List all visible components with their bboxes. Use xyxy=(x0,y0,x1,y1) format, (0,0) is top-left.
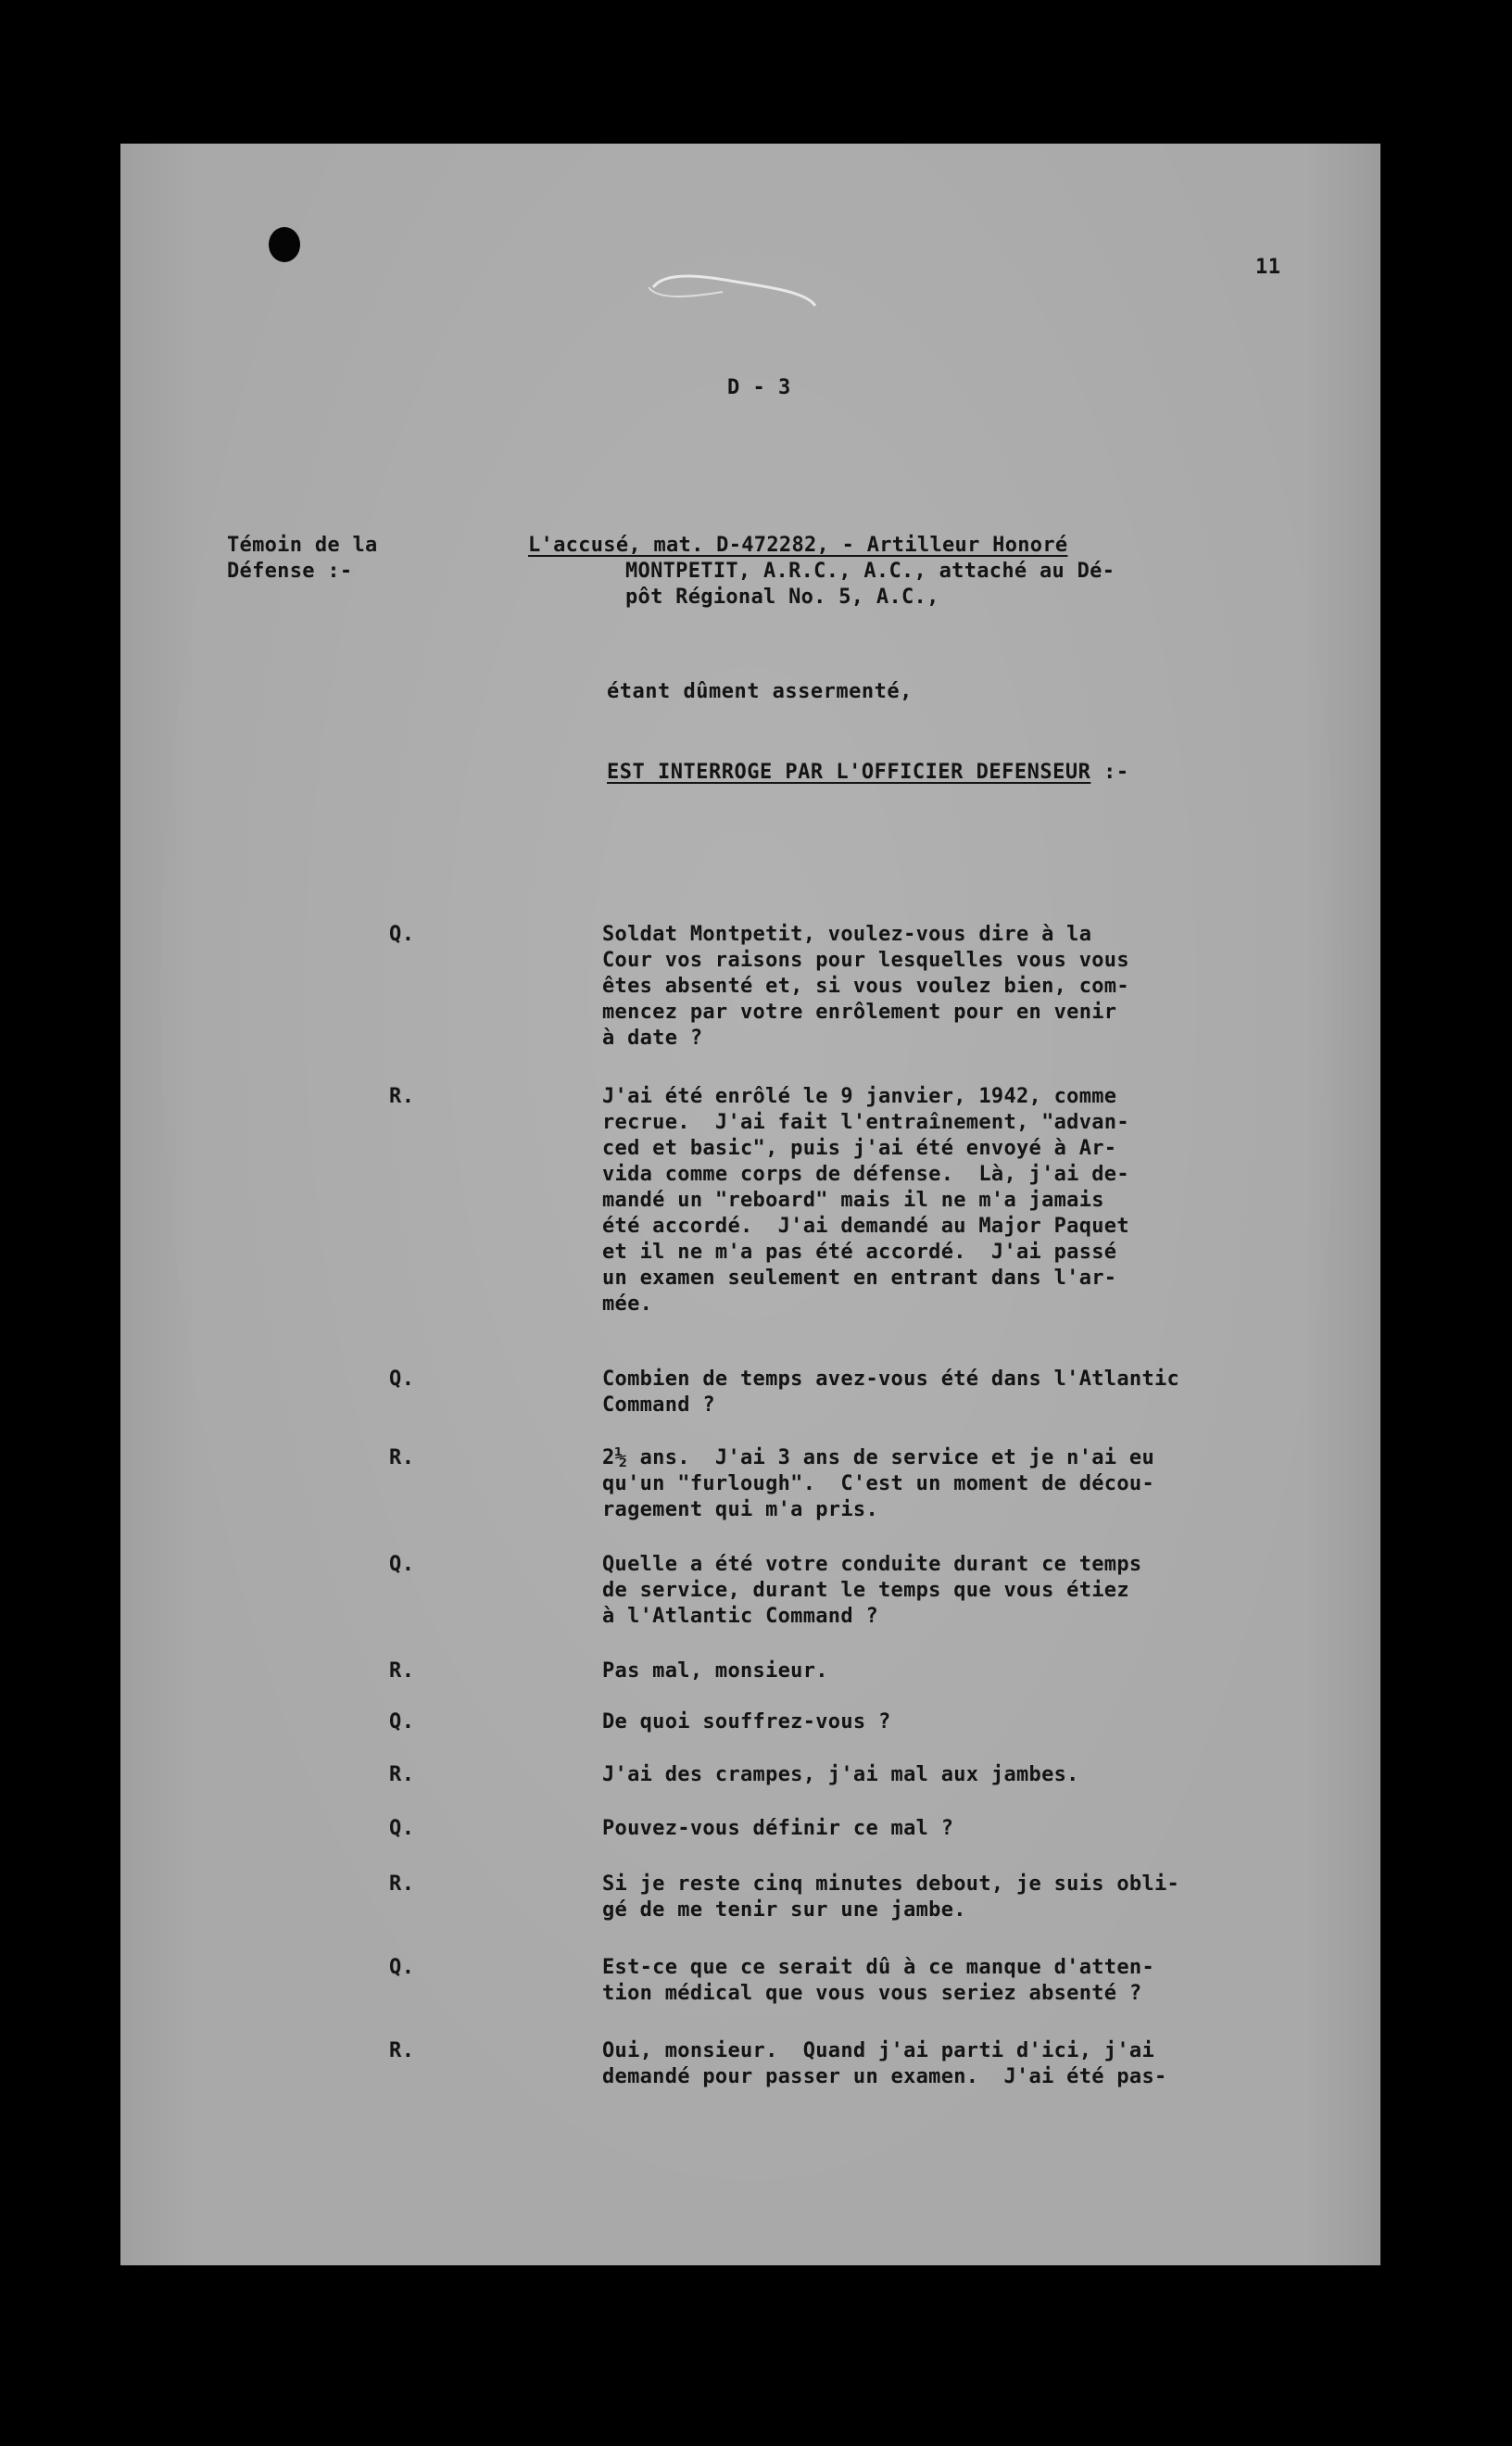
transcript-line: Command ? xyxy=(602,1393,715,1417)
margin-label-line: Témoin de la xyxy=(227,534,378,557)
transcript-line: Pas mal, monsieur. xyxy=(602,1659,828,1683)
question-text xyxy=(602,1367,1179,1418)
witness-line-3: pôt Régional No. 5, A.C., xyxy=(625,586,939,609)
section-code: D - 3 xyxy=(727,376,791,399)
transcript-line: qu'un "furlough". C'est un moment de décou- xyxy=(602,1472,1154,1495)
page-number: 11 xyxy=(1255,256,1281,279)
question-text xyxy=(602,1709,891,1735)
transcript-line: mandé un "reboard" mais il ne m'a jamais xyxy=(602,1189,1104,1212)
answer-text xyxy=(602,1084,1129,1318)
transcript-line: ced et basic", puis j'ai été envoyé à Ar- xyxy=(602,1137,1117,1160)
transcript-line: Pouvez-vous définir ce mal ? xyxy=(602,1817,954,1840)
transcript-line: 2½ ans. J'ai 3 ans de service et je n'ai eu xyxy=(602,1446,1154,1469)
document-page xyxy=(120,144,1380,2265)
witness-header xyxy=(528,533,1115,611)
film-border xyxy=(0,2265,1512,2446)
transcript-line: êtes absenté et, si vous voulez bien, com- xyxy=(602,975,1129,998)
transcript-line: Combien de temps avez-vous été dans l'Atlantic xyxy=(602,1368,1180,1391)
answer-text xyxy=(602,1872,1179,1923)
transcript-line: à date ? xyxy=(602,1027,703,1050)
transcript-line: Est-ce que ce serait dû à ce manque d'atten- xyxy=(602,1956,1154,1979)
question-marker: Q. xyxy=(389,1817,415,1840)
transcript-line: un examen seulement en entrant dans l'ar- xyxy=(602,1267,1117,1290)
question-marker: Q. xyxy=(389,1368,415,1391)
transcript-line: mencez par votre enrôlement pour en venir xyxy=(602,1001,1117,1024)
transcript-line: demandé pour passer un examen. J'ai été pas- xyxy=(602,2065,1167,2088)
answer-marker: R. xyxy=(389,1085,415,1108)
transcript-line: Cour vos raisons pour lesquelles vous vous xyxy=(602,949,1129,972)
margin-label-line: Défense :- xyxy=(227,560,353,583)
examination-heading-text: EST INTERROGE PAR L'OFFICIER DEFENSEUR xyxy=(607,761,1091,784)
transcript-line: recrue. J'ai fait l'entraînement, "advan- xyxy=(602,1111,1129,1134)
transcript-line: Si je reste cinq minutes debout, je suis obli- xyxy=(602,1872,1180,1896)
transcript-line: J'ai été enrôlé le 9 janvier, 1942, comme xyxy=(602,1085,1117,1108)
answer-marker: R. xyxy=(389,1659,415,1683)
transcript-line: De quoi souffrez-vous ? xyxy=(602,1710,891,1734)
transcript-line: à l'Atlantic Command ? xyxy=(602,1605,878,1628)
answer-text xyxy=(602,1658,828,1684)
question-marker: Q. xyxy=(389,1710,415,1734)
answer-text xyxy=(602,1445,1154,1523)
punch-hole-mark xyxy=(269,227,300,262)
transcript-line: gé de me tenir sur une jambe. xyxy=(602,1898,966,1922)
answer-marker: R. xyxy=(389,1446,415,1469)
answer-marker: R. xyxy=(389,1763,415,1786)
examination-heading-suffix: :- xyxy=(1103,761,1129,784)
examination-heading xyxy=(607,760,1129,786)
transcript-line: Soldat Montpetit, voulez-vous dire à la xyxy=(602,923,1092,946)
witness-line-2: MONTPETIT, A.R.C., A.C., attaché au Dé- xyxy=(625,560,1115,583)
transcript-line: Oui, monsieur. Quand j'ai parti d'ici, j'ai xyxy=(602,2039,1154,2062)
transcript-line: Quelle a été votre conduite durant ce temps xyxy=(602,1553,1142,1576)
transcript-line: et il ne m'a pas été accordé. J'ai passé xyxy=(602,1241,1117,1264)
question-text xyxy=(602,922,1129,1052)
transcript-line: tion médical que vous vous seriez absenté ? xyxy=(602,1982,1142,2005)
sworn-statement: étant dûment assermenté, xyxy=(607,680,913,703)
question-marker: Q. xyxy=(389,923,415,946)
witness-line-1: L'accusé, mat. D-472282, - Artilleur Honoré xyxy=(528,534,1068,557)
answer-text xyxy=(602,2038,1167,2090)
paper-scratch-mark xyxy=(528,264,825,320)
question-text xyxy=(602,1955,1154,2007)
question-text xyxy=(602,1816,953,1842)
transcript-line: de service, durant le temps que vous étiez xyxy=(602,1579,1129,1602)
transcript-line: ragement qui m'a pris. xyxy=(602,1498,878,1521)
transcript-line: vida comme corps de défense. Là, j'ai de- xyxy=(602,1163,1129,1186)
transcript-line: été accordé. J'ai demandé au Major Paquet xyxy=(602,1215,1129,1238)
answer-text xyxy=(602,1762,1079,1788)
transcript-line: J'ai des crampes, j'ai mal aux jambes. xyxy=(602,1763,1079,1786)
question-marker: Q. xyxy=(389,1553,415,1576)
answer-marker: R. xyxy=(389,2039,415,2062)
margin-label xyxy=(227,533,378,585)
question-marker: Q. xyxy=(389,1956,415,1979)
transcript-line: mée. xyxy=(602,1292,653,1316)
answer-marker: R. xyxy=(389,1872,415,1896)
question-text xyxy=(602,1552,1141,1630)
